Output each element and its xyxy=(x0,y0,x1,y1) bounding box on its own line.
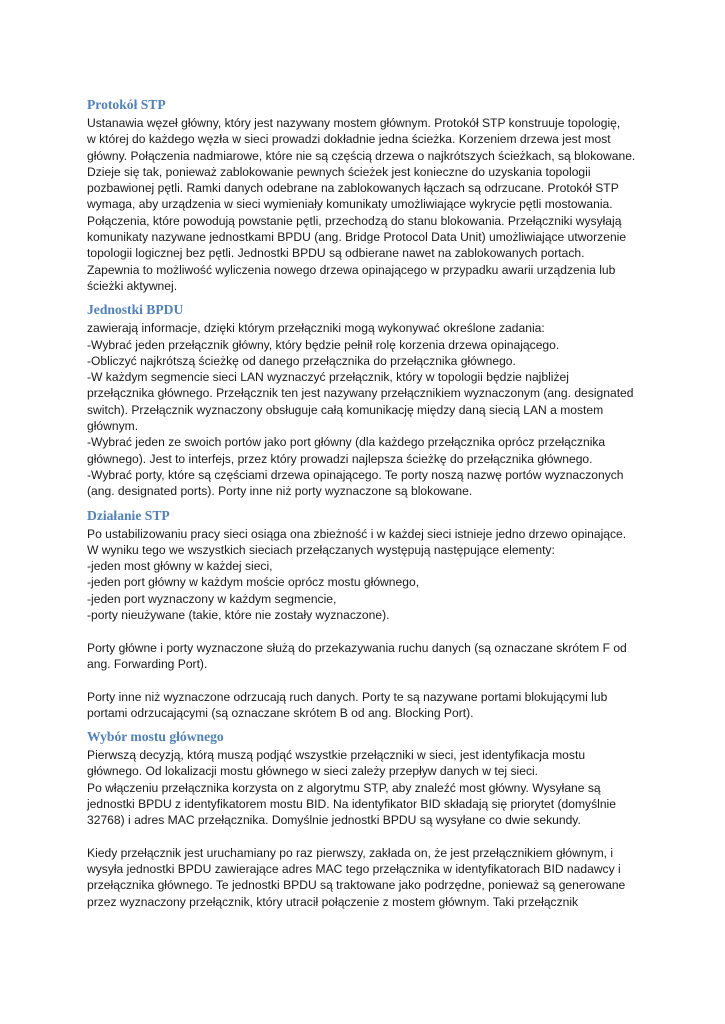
section-body xyxy=(87,320,665,499)
section-heading: Wybór mostu głównego xyxy=(87,729,224,745)
text-line: głównego). Jest to interfejs, przez który prowadzi najlepsza ścieżkę do przełącznika głównego. xyxy=(87,451,593,466)
text-line: Porty główne i porty wyznaczone służą do przekazywania ruchu danych (są oznaczane skrótem F od xyxy=(87,640,627,655)
text-line: 32768) i adres MAC przełącznika. Domyślnie jednostki BPDU są wysyłane co dwie sekundy. xyxy=(87,813,581,828)
text-line: wymaga, aby urządzenia w sieci wymieniały komunikaty umożliwiające wykrycie pętli mostowania. xyxy=(87,197,613,212)
text-line: -Wybrać jeden ze swoich portów jako port główny (dla każdego przełącznika oprócz przełącznika xyxy=(87,435,606,450)
text-line: -W każdym segmencie sieci LAN wyznaczyć przełącznik, który w topologii będzie najbliżej xyxy=(87,370,569,385)
text-line: jednostki BPDU z identyfikatorem mostu BID. Na identyfikator BID składają się priorytet (domyślnie xyxy=(87,796,616,811)
text-line: Zapewnia to możliwość wyliczenia nowego drzewa opinającego w przypadku awarii urządzenia lub xyxy=(87,262,616,277)
section-body xyxy=(87,526,665,722)
text-line: przez wyznaczony przełącznik, który utracił połączenie z mostem głównym. Taki przełącznik xyxy=(87,894,579,909)
text-line: switch). Przełącznik wyznaczony obsługuje całą komunikację między daną siecią LAN a mostem xyxy=(87,402,604,417)
text-line: Pierwszą decyzją, którą muszą podjąć wszystkie przełączniki w sieci, jest identyfikacja mostu xyxy=(87,748,586,763)
text-line: Ustanawia węzeł główny, który jest nazywany mostem głównym. Protokół STP konstruuje topologię, xyxy=(87,116,621,130)
text-line: -Wybrać porty, które są częściami drzewa opinającego. Te porty noszą nazwę portów wyznaczonych xyxy=(87,467,624,482)
text-line: wysyła jednostki BPDU zawierające adres MAC tego przełącznika w identyfikatorach BID nadawcy i xyxy=(87,862,621,877)
text-line: przełącznika głównego. Przełącznik ten jest nazywany przełącznikiem wyznaczonym (ang. designated xyxy=(87,386,634,401)
text-line: głównym. xyxy=(87,419,139,434)
text-line: -Wybrać jeden przełącznik główny, który będzie pełnił rolę korzenia drzewa opinającego. xyxy=(87,337,560,352)
text-line: Kiedy przełącznik jest uruchamiany po raz pierwszy, zakłada on, że jest przełącznikiem głównym, i xyxy=(87,845,614,860)
section-jednostki-bpdu xyxy=(87,301,665,499)
text-line: -porty nieużywane (takie, które nie zostały wyznaczone). xyxy=(87,608,390,623)
section-dzialanie-stp xyxy=(87,507,665,722)
text-line: w której do każdego węzła w sieci prowadzi dokładnie jedna ścieżka. Korzeniem drzewa jest most xyxy=(87,132,611,147)
text-line: ang. Forwarding Port). xyxy=(87,656,208,671)
text-line: -Obliczyć najkrótszą ścieżkę od danego przełącznika do przełącznika głównego. xyxy=(87,353,516,368)
text-line: ścieżki aktywnej. xyxy=(87,278,178,293)
text-line: Po włączeniu przełącznika korzysta on z algorytmu STP, aby znaleźć most główny. Wysyłane są xyxy=(87,780,601,795)
text-line: zawierają informacje, dzięki którym przełączniki mogą wykonywać określone zadania: xyxy=(87,321,545,336)
paragraph-gap xyxy=(87,672,665,688)
text-line: -jeden port wyznaczony w każdym segmencie, xyxy=(87,591,337,606)
text-line: główny. Połączenia nadmiarowe, które nie są częścią drzewa o najkrótszych ścieżkach, są blokowane. xyxy=(87,148,636,163)
text-line: -jeden most główny w każdej sieci, xyxy=(87,559,273,574)
text-line: Dzieje się tak, ponieważ zablokowanie pewnych ścieżek jest konieczne do uzyskania topologii xyxy=(87,164,591,179)
text-line: głównego. Od lokalizacji mostu głównego w sieci zależy przepływ danych w tej sieci. xyxy=(87,764,539,779)
paragraph-gap xyxy=(87,829,665,845)
section-heading: Protokół STP xyxy=(87,97,166,112)
text-line: -jeden port główny w każdym moście oprócz mostu głównego, xyxy=(87,575,420,590)
text-line: Porty inne niż wyznaczone odrzucają ruch danych. Porty te są nazywane portami blokującymi lub xyxy=(87,689,608,704)
text-line: Po ustabilizowaniu pracy sieci osiąga ona zbieżność i w każdej sieci istnieje jedno drzewo opinające. xyxy=(87,526,627,541)
text-line: Połączenia, które powodują powstanie pętli, przechodzą do stanu blokowania. Przełączniki wysyłają xyxy=(87,213,622,228)
text-line: pozbawionej pętli. Ramki danych odebrane na zablokowanych łączach są odrzucane. Protokół STP xyxy=(87,181,619,196)
text-line: komunikaty nazywane jednostkami BPDU (ang. Bridge Protocol Data Unit) umożliwiające utworzenie xyxy=(87,230,627,245)
paragraph-gap xyxy=(87,623,665,639)
text-line: przełącznika głównego. Te jednostki BPDU są traktowane jako podrzędne, ponieważ są generowane xyxy=(87,878,626,893)
text-line: (ang. designated ports). Porty inne niż porty wyznaczone są blokowane. xyxy=(87,484,473,499)
text-line: portami odrzucającymi (są oznaczane skrótem B od ang. Blocking Port). xyxy=(87,705,474,720)
section-heading: Jednostki BPDU xyxy=(87,302,184,318)
section-heading: Działanie STP xyxy=(87,507,170,523)
section-body xyxy=(87,747,665,910)
section-wybor-mostu-glownego xyxy=(87,728,665,910)
text-line: topologii logicznej bez pętli. Jednostki BPDU są odbierane nawet na zablokowanych portach. xyxy=(87,246,585,261)
section-body xyxy=(87,115,665,294)
section-protokol-stp xyxy=(87,96,665,294)
text-line: W wyniku tego we wszystkich sieciach przełączanych występują następujące elementy: xyxy=(87,542,555,557)
